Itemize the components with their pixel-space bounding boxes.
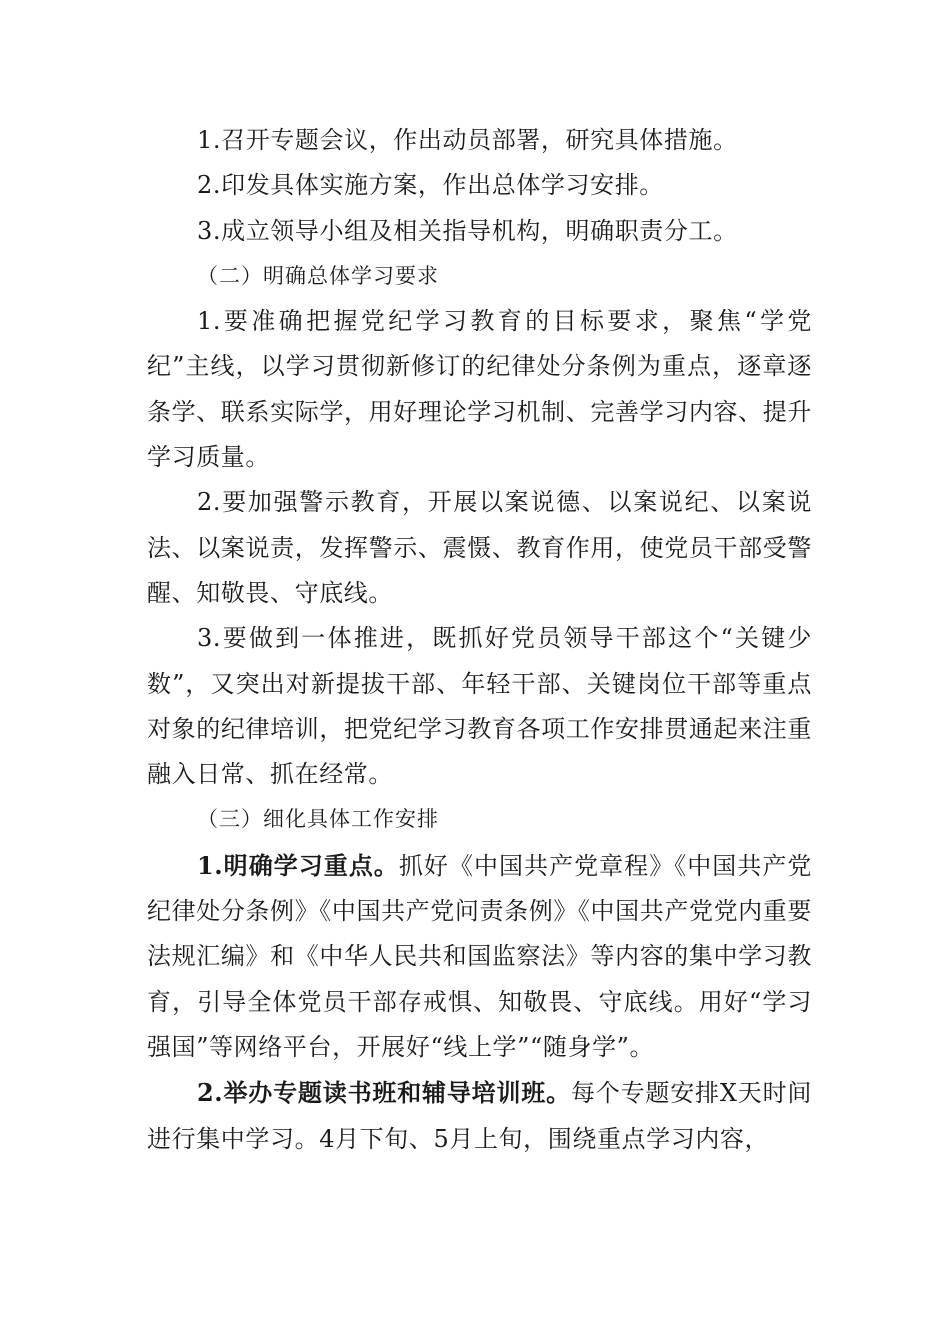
requirement-item-2: 2.要加强警示教育，开展以案说德、以案说纪、以案说法、以案说责，发挥警示、震慑、教育作用，使党员干部受警醒、知敬畏、守底线。 [147,488,812,607]
section-heading-2: （二）明确总体学习要求 [197,263,439,288]
arrangement-item-1-body: 抓好《中国共产党章程》《中国共产党纪律处分条例》《中国共产党问责条例》《中国共产党党内重要法规汇编》和《中华人民共和国监察法》等内容的集中学习教育，引导全体党员干部存戒惧、知敬畏、守底线。用好“学习强国”等网络平台，开展好“线上学”“随身学”。 [147,851,812,1061]
measure-item-2: 2.印发具体实施方案，作出总体学习安排。 [197,171,664,200]
requirement-item-1: 1.要准确把握党纪学习教育的目标要求，聚焦“学党纪”主线，以学习贯彻新修订的纪律处分条例为重点，逐章逐条学、联系实际学，用好理论学习机制、完善学习内容、提升学习质量。 [147,307,812,472]
arrangement-item-2-lead: 2.举办专题读书班和辅导培训班。 [197,1078,571,1108]
measure-item-1: 1.召开专题会议，作出动员部署，研究具体措施。 [197,126,738,154]
measure-item-3: 3.成立领导小组及相关指导机构，明确职责分工。 [197,216,738,245]
requirement-item-3: 3.要做到一体推进，既抓好党员领导干部这个“关键少数”，又突出对新提拔干部、年轻干部、关键岗位干部等重点对象的纪律培训，把党纪学习教育各项工作安排贯通起来注重融入日常、抓在经常。 [147,624,812,789]
arrangement-item-2-body: 每个专题安排X天时间进行集中学习。4月下旬、5月上旬，围绕重点学习内容， [147,1079,812,1153]
arrangement-item-1-lead: 1.明确学习重点。 [197,850,399,880]
section-heading-3: （三）细化具体工作安排 [197,807,439,832]
arrangement-item-1 [147,843,812,1070]
arrangement-item-2 [147,1070,812,1162]
document-body [147,118,812,1162]
